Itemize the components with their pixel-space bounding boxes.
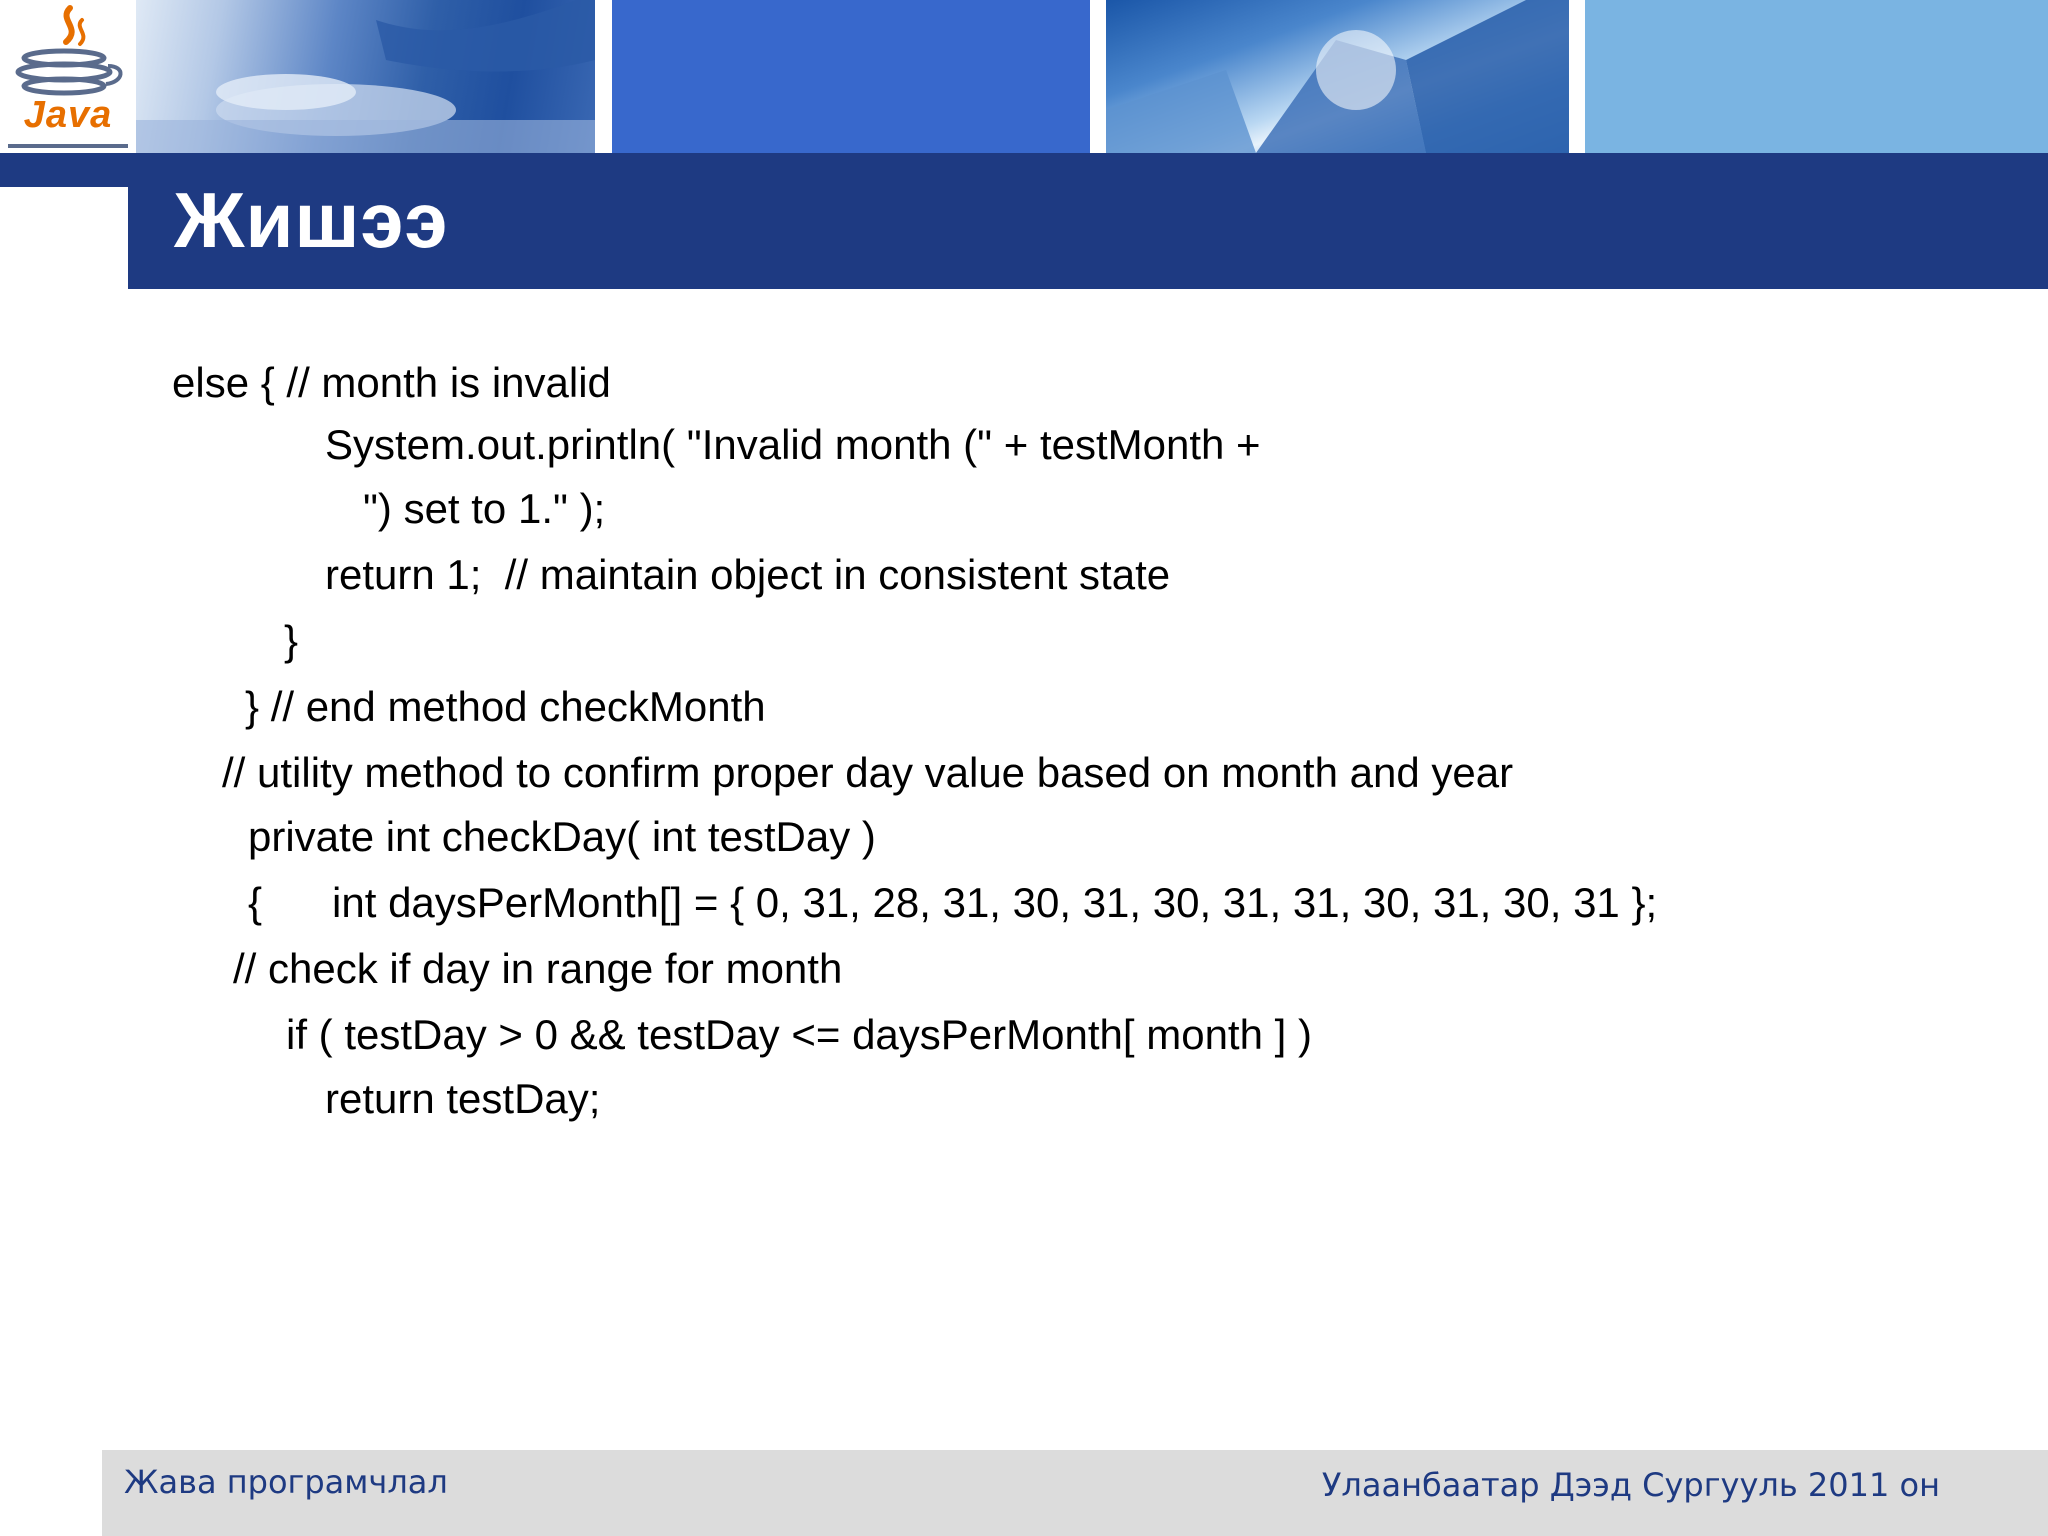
banner-solid-blue [612, 0, 1090, 153]
code-line: if ( testDay > 0 && testDay <= daysPerMonth[ month ] ) [286, 1011, 1312, 1058]
title-bar-cap [0, 153, 128, 187]
java-logo-text: Java [23, 94, 113, 136]
code-line: { int daysPerMonth[] = { 0, 31, 28, 31, 30, 31, 30, 31, 31, 30, 31, 30, 31 }; [248, 879, 1658, 926]
skyscraper-image [1106, 0, 1569, 153]
java-logo [0, 0, 136, 153]
hands-keyboard-image [136, 0, 595, 153]
code-line: // utility method to confirm proper day value based on month and year [222, 749, 1514, 796]
code-line: // check if day in range for month [233, 945, 843, 992]
banner-photo-hands [136, 0, 595, 153]
logo-underline [8, 144, 128, 148]
code-line: ") set to 1." ); [363, 485, 606, 532]
banner-photo-skyscraper [1106, 0, 1569, 153]
code-line: return 1; // maintain object in consistent state [325, 551, 1171, 598]
header-banner [0, 0, 2048, 153]
slide-title: Жишээ [174, 176, 449, 264]
banner-solid-light-blue [1585, 0, 2048, 153]
footer-course-name: Жава програмчлал [124, 1463, 448, 1501]
footer-institution: Улаанбаатар Дээд Сургууль 2011 он [1321, 1466, 1940, 1504]
code-line: System.out.println( "Invalid month (" + testMonth + [325, 421, 1261, 468]
code-line: return testDay; [325, 1075, 601, 1122]
code-line: private int checkDay( int testDay ) [248, 813, 876, 860]
code-line: } // end method checkMonth [245, 683, 766, 730]
code-line: else { // month is invalid [172, 359, 611, 406]
code-line: } [284, 617, 299, 664]
